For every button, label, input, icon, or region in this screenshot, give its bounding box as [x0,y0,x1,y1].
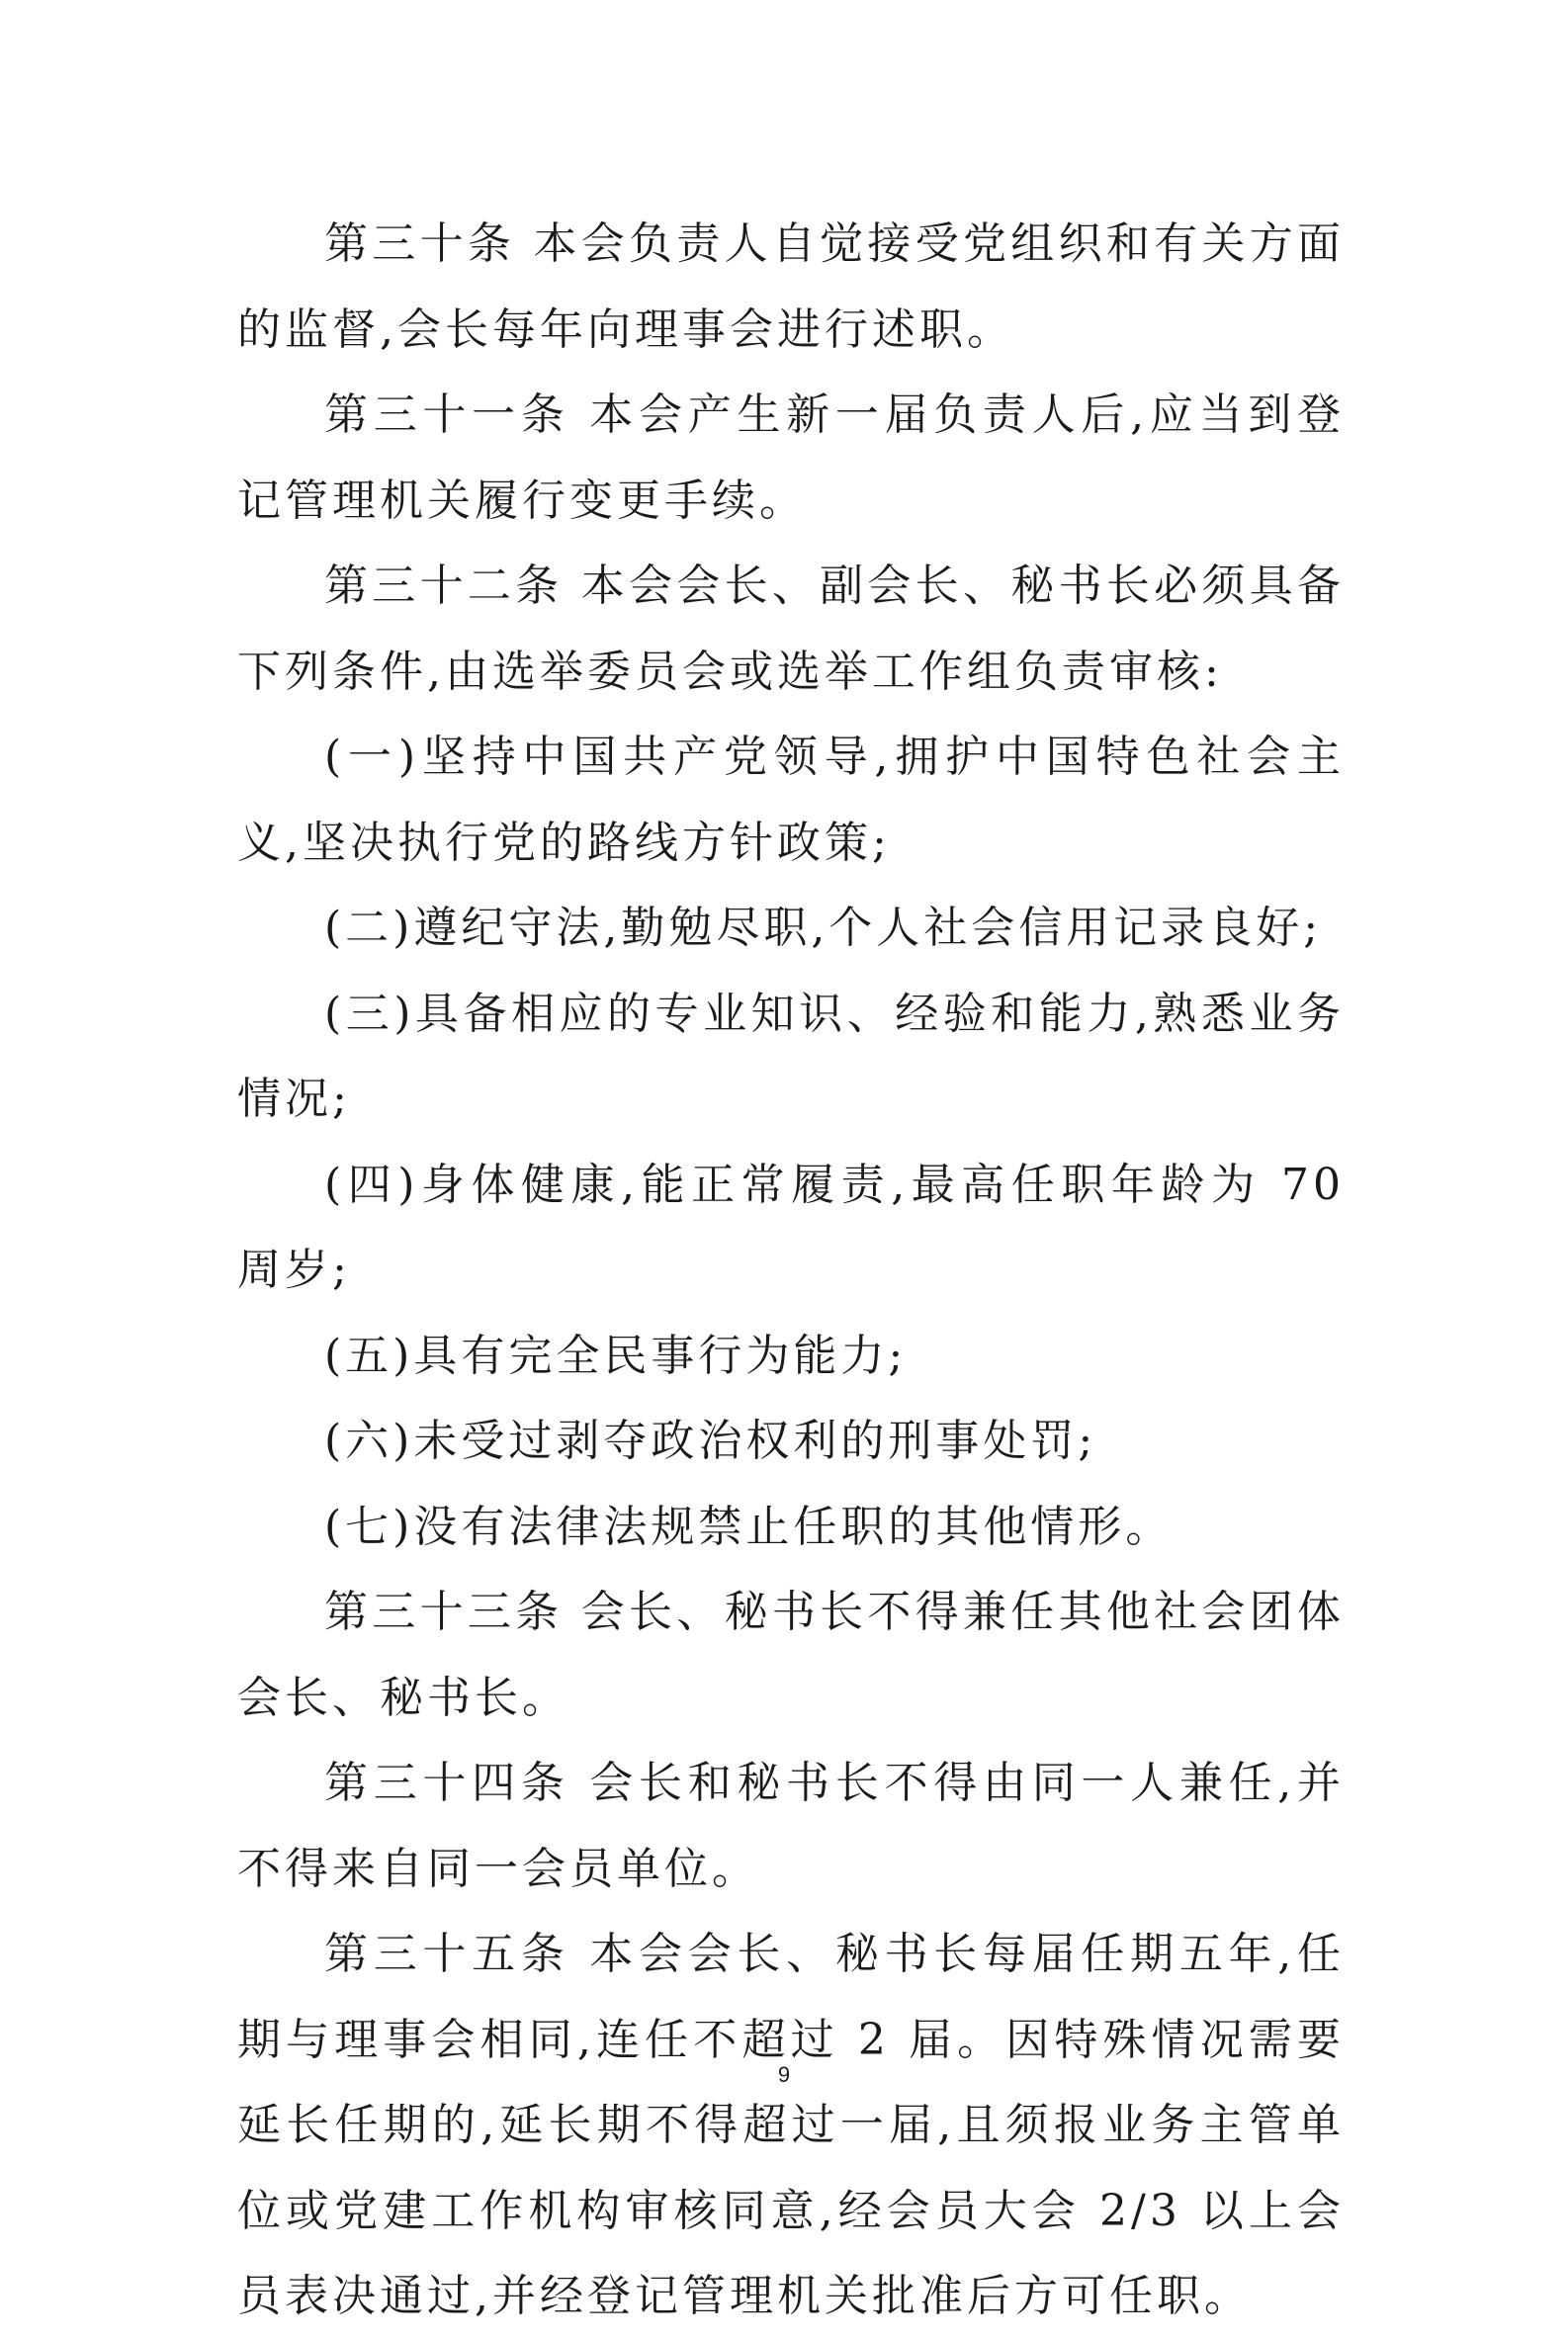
article-30: 第三十条 本会负责人自觉接受党组织和有关方面的监督,会长每年向理事会进行述职。 [237,218,1345,355]
article-34: 第三十四条 会长和秘书长不得由同一人兼任,并不得来自同一会员单位。 [237,1758,1345,1894]
condition-4: (四)身体健康,能正常履责,最高任职年龄为 70 周岁; [237,1159,1345,1295]
condition-3: (三)具备相应的专业知识、经验和能力,熟悉业务情况; [237,988,1345,1124]
condition-7: (七)没有法律法规禁止任职的其他情形。 [324,1501,1174,1552]
article-31: 第三十一条 本会产生新一届负责人后,应当到登记管理机关履行变更手续。 [237,390,1345,526]
article-32: 第三十二条 本会会长、副会长、秘书长必须具备下列条件,由选举委员会或选举工作组负责审核: [237,561,1345,697]
article-35: 第三十五条 本会会长、秘书长每届任期五年,任期与理事会相同,连任不超过 2 届。因特殊情况需要延长任期的,延长期不得超过一届,且须报业务主管单位或党建工作机构审核同意,经会员大会 2/3 以上会员表决通过,并经登记管理机关批准后方可任职。 [237,1929,1345,2321]
article-33: 第三十三条 会长、秘书长不得兼任其他社会团体会长、秘书长。 [237,1587,1345,1723]
document-body [237,202,1345,2340]
condition-5: (五)具有完全民事行为能力; [324,1330,908,1381]
page-number: 9 [777,2062,791,2087]
condition-1: (一)坚持中国共产党领导,拥护中国特色社会主义,坚决执行党的路线方针政策; [237,732,1345,868]
condition-2: (二)遵纪守法,勤勉尽职,个人社会信用记录良好; [324,903,1323,953]
condition-6: (六)未受过剥夺政治权利的刑事处罚; [324,1416,1097,1466]
